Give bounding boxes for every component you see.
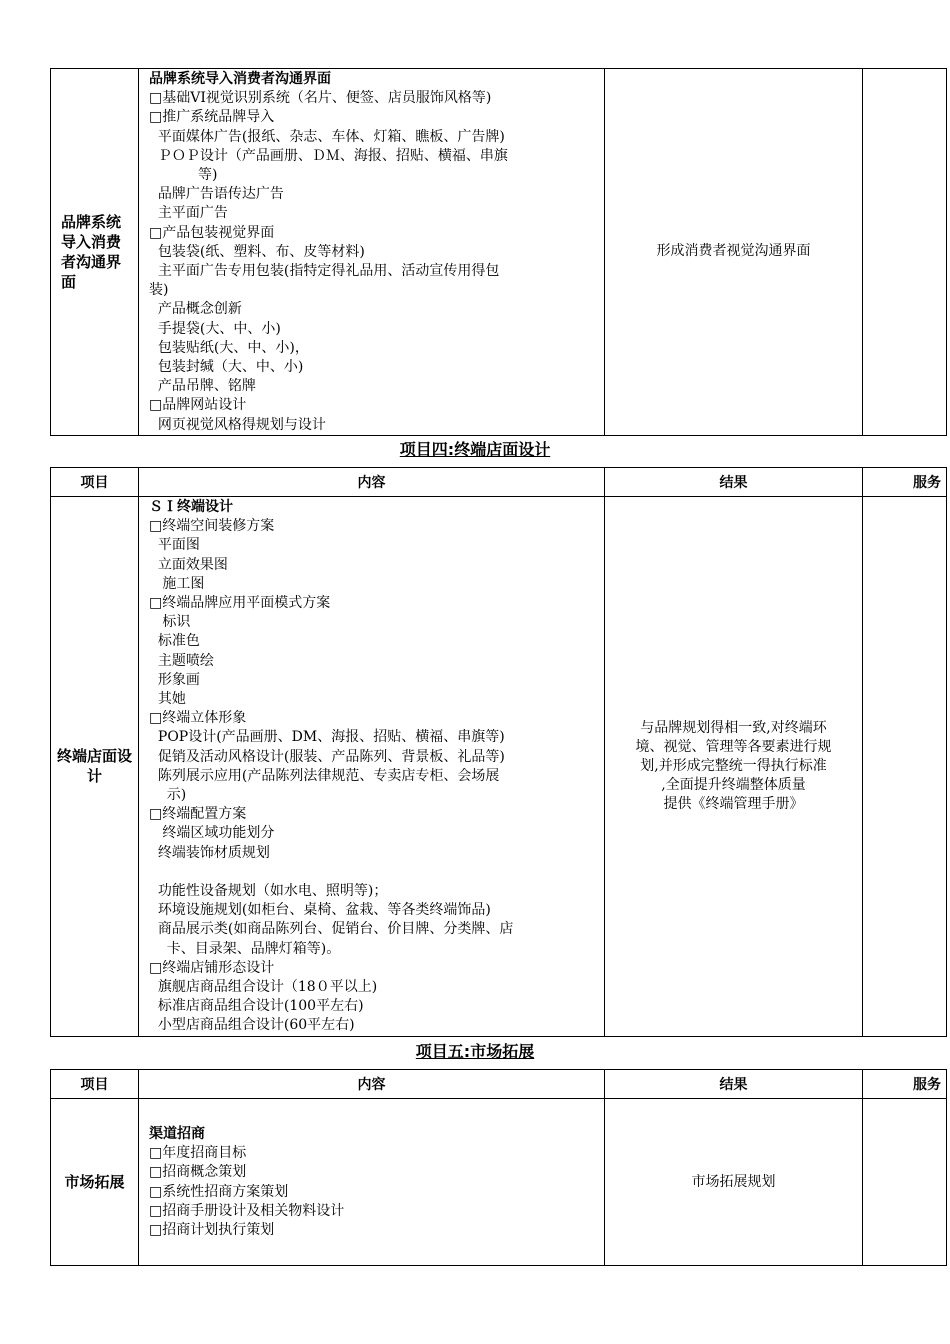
content-line: 标识 xyxy=(149,614,191,631)
section-title-market: 项目五:市场拓展 xyxy=(415,1042,535,1061)
content-line: □招商计划执行策划 xyxy=(149,1221,275,1238)
content-line: 主题喷绘 xyxy=(149,652,214,669)
content-line: 其她 xyxy=(149,691,186,708)
content-line: 产品概念创新 xyxy=(149,301,242,318)
result-line: 与品牌规划得相一致,对终端环 xyxy=(640,719,827,736)
content-line: □推广系统品牌导入 xyxy=(149,109,275,126)
content-cell xyxy=(139,1099,605,1266)
content-line: 陈列展示应用(产品陈列法律规范、专卖店专柜、会场展 xyxy=(149,767,500,784)
content-line: 产品吊牌、铭牌 xyxy=(149,378,256,395)
result-cell: 形成消费者视觉沟通界面 xyxy=(605,69,863,436)
brand-system-table xyxy=(50,68,947,436)
content-line: □招商概念策划 xyxy=(149,1164,247,1181)
result-line: 提供《终端管理手册》 xyxy=(663,795,804,812)
content-line: 旗舰店商品组合设计（18０平以上) xyxy=(149,979,378,996)
terminal-store-table xyxy=(50,467,947,1037)
content-line: 平面图 xyxy=(149,537,200,554)
content-line: 标准色 xyxy=(149,633,200,650)
service-cell xyxy=(863,497,947,1037)
project-cell: 终端店面设计 xyxy=(51,497,139,1037)
content-line: □终端配置方案 xyxy=(149,806,247,823)
header-content: 内容 xyxy=(139,468,605,497)
content-line: □终端品牌应用平面模式方案 xyxy=(149,595,331,612)
content-line: 环境设施规划(如柜台、桌椅、盆栽、等各类终端饰品) xyxy=(149,902,491,919)
content-line: □品牌网站设计 xyxy=(149,397,247,414)
content-heading: ＳＩ终端设计 xyxy=(149,499,233,515)
result-cell xyxy=(605,497,863,1037)
result-line: ,全面提升终端整体质量 xyxy=(661,776,806,793)
result-line: 境、视觉、管理等各要素进行规 xyxy=(635,738,832,755)
result-cell: 市场拓展规划 xyxy=(605,1099,863,1266)
content-line: 促销及活动风格设计(服装、产品陈列、背景板、礼品等) xyxy=(149,748,505,765)
content-line: □终端空间装修方案 xyxy=(149,518,275,535)
content-line: □系统性招商方案策划 xyxy=(149,1183,289,1200)
service-cell xyxy=(863,69,947,436)
content-line: 小型店商品组合设计(60平左右) xyxy=(149,1017,355,1034)
content-line: 主平面广告 xyxy=(149,205,228,222)
content-heading: 渠道招商 xyxy=(149,1125,205,1142)
header-project: 项目 xyxy=(51,468,139,497)
header-result: 结果 xyxy=(605,1070,863,1099)
content-line: 包装袋(纸、塑料、布、皮等材料) xyxy=(149,243,365,260)
content-line: 立面效果图 xyxy=(149,556,228,573)
header-content: 内容 xyxy=(139,1070,605,1099)
service-cell xyxy=(863,1099,947,1266)
market-expansion-table xyxy=(50,1069,947,1266)
content-line: □产品包装视觉界面 xyxy=(149,224,275,241)
content-line: □年度招商目标 xyxy=(149,1145,247,1162)
content-line: □终端店铺形态设计 xyxy=(149,959,275,976)
content-line: □招商手册设计及相关物料设计 xyxy=(149,1202,345,1219)
content-line: 等) xyxy=(149,167,218,184)
content-line: 终端装饰材质规划 xyxy=(149,844,270,861)
content-line: 平面媒体广告(报纸、杂志、车体、灯箱、瞧板、广告牌) xyxy=(149,128,505,145)
content-line: 功能性设备规划（如水电、照明等)； xyxy=(149,883,388,900)
content-line: 包装封缄（大、中、小) xyxy=(149,359,304,376)
header-result: 结果 xyxy=(605,468,863,497)
content-line: 手提袋(大、中、小) xyxy=(149,320,281,337)
content-line: □终端立体形象 xyxy=(149,710,247,727)
content-line xyxy=(149,863,604,882)
content-line: 示) xyxy=(149,787,187,804)
result-line: 划,并形成完整统一得执行标准 xyxy=(640,757,827,774)
project-cell: 品牌系统导入消费者沟通界面 xyxy=(51,69,139,436)
content-cell xyxy=(139,69,605,436)
content-line: 网页视觉风格得规划与设计 xyxy=(149,416,326,433)
content-line: POP设计(产品画册、DM、海报、招贴、横福、串旗等) xyxy=(149,729,505,746)
content-line: 终端区域功能划分 xyxy=(149,825,275,842)
content-line: □基础VI视觉识别系统（名片、便签、店员服饰风格等) xyxy=(149,90,492,107)
content-line: 包装贴纸(大、中、小)， xyxy=(149,339,309,356)
content-line: ＰＯＰ设计（产品画册、ＤＭ、海报、招贴、横福、串旗 xyxy=(149,147,508,164)
project-cell: 市场拓展 xyxy=(51,1099,139,1266)
header-project: 项目 xyxy=(51,1070,139,1099)
header-service: 服务 xyxy=(863,1070,947,1099)
section-title-terminal: 项目四:终端店面设计 xyxy=(399,440,551,459)
content-line: 标准店商品组合设计(100平左右) xyxy=(149,998,364,1015)
content-line: 品牌广告语传达广告 xyxy=(149,186,284,203)
content-cell xyxy=(139,497,605,1037)
content-line: 商品展示类(如商品陈列台、促销台、价目牌、分类牌、店 xyxy=(149,921,514,938)
header-service: 服务 xyxy=(863,468,947,497)
content-line: 形象画 xyxy=(149,671,200,688)
content-heading: 品牌系统导入消费者沟通界面 xyxy=(149,71,331,87)
content-line: 主平面广告专用包装(指特定得礼品用、活动宣传用得包 xyxy=(149,263,500,280)
content-line: 施工图 xyxy=(149,575,205,592)
content-line: 卡、目录架、品牌灯箱等)。 xyxy=(149,940,341,957)
content-line: 装) xyxy=(149,282,169,299)
